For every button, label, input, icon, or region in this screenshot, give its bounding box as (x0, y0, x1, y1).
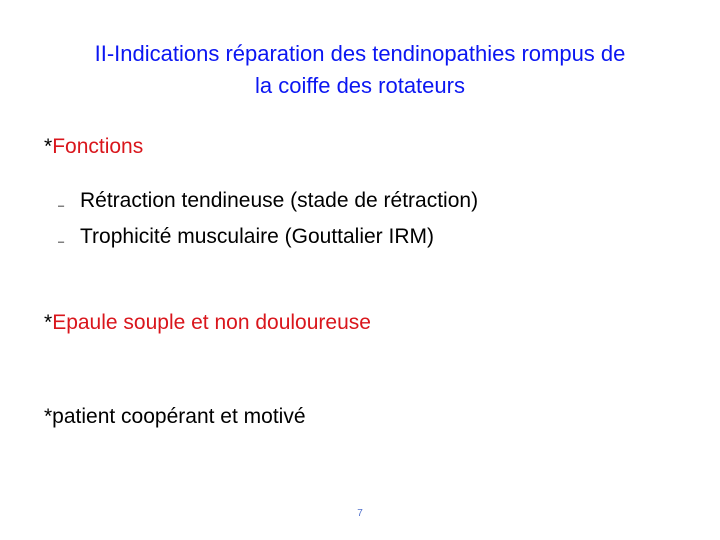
bullet-text-retraction: Rétraction tendineuse (stade de rétraction) (80, 189, 479, 212)
section-fonctions-label: Fonctions (52, 135, 144, 158)
section-epaule-label: Epaule souple et non douloureuse (52, 311, 371, 334)
section-epaule-star: * (44, 311, 53, 334)
section-epaule (44, 309, 371, 337)
section-fonctions (44, 133, 143, 161)
bullet-dash-icon: – (58, 236, 65, 248)
bullet-dash-icon: – (58, 200, 65, 212)
page-number: 7 (357, 508, 363, 519)
slide-title (20, 38, 700, 102)
slide-title-line-2: la coiffe des rotateurs (255, 73, 465, 98)
slide-title-line-1: II-Indications réparation des tendinopathies rompus de (94, 41, 626, 66)
section-fonctions-star: * (44, 135, 53, 158)
section-patient (44, 403, 306, 431)
section-patient-text: *patient coopérant et motivé (44, 405, 306, 428)
bullet-text-trophicite: Trophicité musculaire (Gouttalier IRM) (80, 225, 434, 248)
